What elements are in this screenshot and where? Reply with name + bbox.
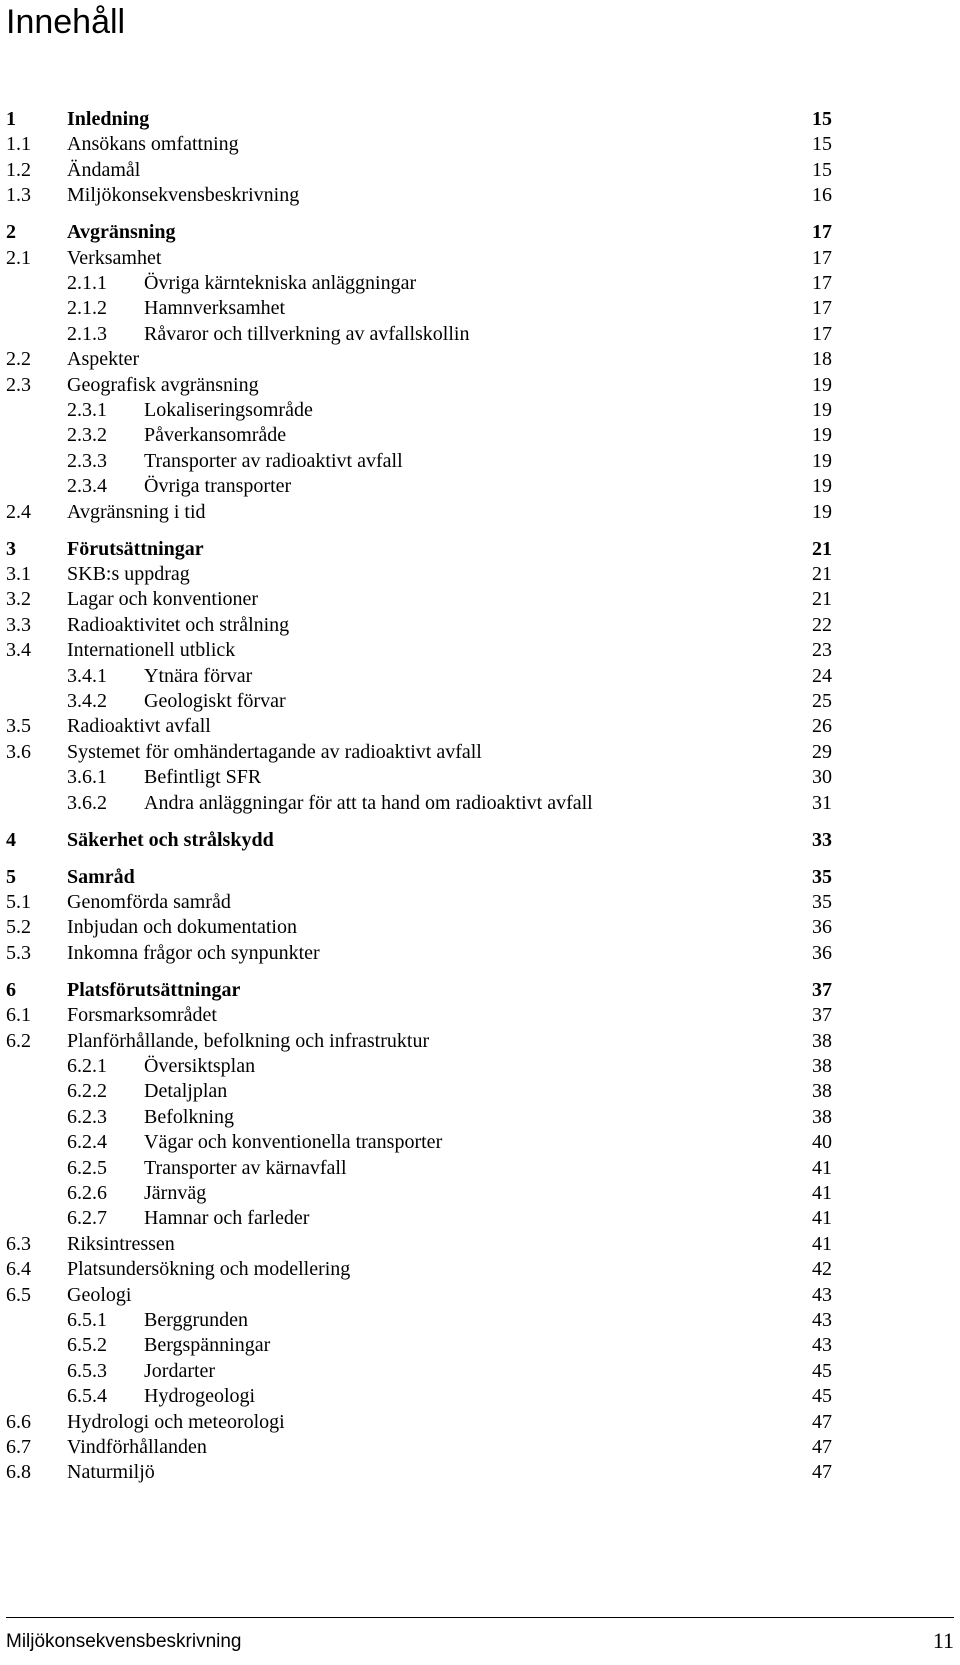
- toc-entry[interactable]: [0, 713, 960, 739]
- toc-entry-page: 17: [812, 322, 832, 345]
- toc-entry[interactable]: [0, 1358, 960, 1384]
- toc-entry-page: 45: [812, 1359, 832, 1382]
- toc-entry-title: Lokaliseringsområde: [144, 399, 313, 421]
- toc-entry-number: 6.2.6: [67, 1182, 107, 1204]
- toc-entry-title: Påverkansområde: [144, 424, 287, 447]
- toc-entry[interactable]: [0, 1205, 960, 1231]
- toc-entry-page: 21: [812, 588, 832, 611]
- toc-entry-page: 17: [812, 246, 832, 269]
- toc-entry-title: Järnväg: [144, 1182, 207, 1204]
- toc-entry-page: 17: [812, 297, 832, 320]
- toc-entry[interactable]: [0, 914, 960, 940]
- toc-entry-number: 2.4: [6, 500, 31, 523]
- toc-entry-number: 6.5.3: [67, 1359, 107, 1382]
- toc-entry-title: Inledning: [67, 108, 150, 130]
- toc-entry-title: Lagar och konventioner: [67, 588, 259, 611]
- toc-entry-page: 23: [812, 639, 832, 662]
- toc-entry-title: Bergspänningar: [144, 1334, 271, 1357]
- toc-entry-page: 41: [812, 1207, 832, 1230]
- toc-entry-page: 19: [812, 424, 832, 447]
- toc-entry[interactable]: [0, 1104, 960, 1130]
- toc-entry-title: Genomförda samråd: [67, 891, 231, 913]
- toc-entry-title: Geografisk avgränsning: [67, 373, 259, 396]
- toc-entry-number: 3.2: [6, 588, 31, 611]
- toc-entry-page: 24: [812, 664, 832, 687]
- toc-entry[interactable]: [0, 321, 960, 347]
- toc-entry-title: Jordarter: [144, 1359, 216, 1382]
- toc-entry-title: Ansökans omfattning: [67, 133, 239, 156]
- toc-entry-title: Miljökonsekvensbeskrivning: [67, 184, 300, 207]
- toc-entry-title: Förutsättningar: [67, 537, 204, 560]
- toc-entry-page: 43: [812, 1309, 832, 1331]
- toc-entry-number: 6.2.3: [67, 1105, 107, 1128]
- toc-entry[interactable]: [0, 1459, 960, 1485]
- toc-entry[interactable]: [0, 612, 960, 638]
- toc-entry-page: 36: [812, 941, 832, 964]
- toc-entry-number: 6.5.1: [67, 1309, 107, 1331]
- toc-entry[interactable]: [0, 1155, 960, 1181]
- toc-entry-number: 6.2.2: [67, 1080, 107, 1103]
- toc-entry-number: 6.8: [6, 1461, 31, 1484]
- toc-chapter[interactable]: [0, 977, 960, 1003]
- toc-entry-page: 15: [812, 108, 832, 130]
- toc-entry[interactable]: [0, 245, 960, 271]
- footer-page-number: 11: [932, 1628, 954, 1653]
- toc-entry-title: Internationell utblick: [67, 639, 236, 662]
- toc-entry-page: 17: [812, 221, 832, 244]
- toc-entry[interactable]: [0, 499, 960, 525]
- toc-entry[interactable]: [0, 889, 960, 915]
- toc-entry-page: 37: [812, 978, 832, 1001]
- toc-entry[interactable]: [0, 1078, 960, 1104]
- toc-entry-page: 33: [812, 828, 832, 851]
- toc-entry-page: 41: [812, 1182, 832, 1204]
- toc-entry-number: 2.3.4: [67, 475, 107, 498]
- toc-entry-page: 42: [812, 1258, 832, 1281]
- toc-entry[interactable]: [0, 586, 960, 612]
- toc-entry[interactable]: [0, 1129, 960, 1155]
- toc-entry-title: Platsundersökning och modellering: [67, 1258, 351, 1281]
- toc-entry[interactable]: [0, 940, 960, 966]
- toc-entry-number: 3.6.1: [67, 766, 107, 789]
- toc-entry-page: 43: [812, 1334, 832, 1357]
- toc-entry[interactable]: [0, 663, 960, 689]
- toc-entry[interactable]: [0, 688, 960, 714]
- toc-entry[interactable]: [0, 637, 960, 663]
- toc-entry-number: 2.1.1: [67, 272, 107, 294]
- toc-entry[interactable]: [0, 1383, 960, 1409]
- toc-entry-title: SKB:s uppdrag: [67, 563, 190, 585]
- toc-entry-number: 6.2.5: [67, 1156, 107, 1179]
- toc-entry[interactable]: [0, 1434, 960, 1460]
- toc-entry-title: Aspekter: [67, 348, 140, 371]
- toc-entry-page: 25: [812, 690, 832, 712]
- toc-entry-number: 1.2: [6, 158, 31, 181]
- toc-entry[interactable]: [0, 346, 960, 372]
- toc-entry-number: 6.2.1: [67, 1055, 107, 1077]
- toc-entry-number: 6.4: [6, 1258, 31, 1281]
- toc-entry[interactable]: [0, 1307, 960, 1333]
- toc-entry[interactable]: [0, 1282, 960, 1308]
- footer-divider: [6, 1617, 954, 1618]
- toc-entry-title: Avgränsning i tid: [67, 500, 206, 523]
- toc-entry-number: 6.2: [6, 1029, 31, 1052]
- toc-entry-number: 5: [6, 865, 16, 888]
- toc-entry-page: 37: [812, 1004, 832, 1027]
- toc-entry-number: 6.5: [6, 1283, 31, 1306]
- toc-entry-title: Radioaktivitet och strålning: [67, 613, 290, 636]
- footer-document-name: Miljökonsekvensbeskrivning: [6, 1631, 242, 1652]
- toc-entry-number: 3.1: [6, 563, 31, 585]
- toc-entry-title: Befolkning: [144, 1105, 234, 1128]
- toc-entry-number: 1.3: [6, 184, 31, 207]
- toc-entry-number: 2.2: [6, 348, 31, 371]
- toc-entry-page: 30: [812, 766, 832, 789]
- toc-entry-number: 6.7: [6, 1436, 31, 1458]
- toc-entry[interactable]: [0, 270, 960, 296]
- toc-entry[interactable]: [0, 1180, 960, 1206]
- toc-entry-number: 5.2: [6, 916, 31, 939]
- toc-entry[interactable]: [0, 397, 960, 423]
- toc-entry[interactable]: [0, 372, 960, 398]
- toc-entry-title: Geologiskt förvar: [144, 690, 286, 712]
- toc-entry-page: 21: [812, 563, 832, 585]
- toc-entry-page: 35: [812, 891, 832, 913]
- toc-entry-title: Säkerhet och strålskydd: [67, 828, 274, 851]
- toc-entry-number: 6.1: [6, 1004, 31, 1027]
- toc-entry[interactable]: [0, 1409, 960, 1435]
- toc-entry-title: Övriga transporter: [144, 475, 292, 498]
- toc-entry-title: Riksintressen: [67, 1232, 175, 1255]
- toc-chapter[interactable]: [0, 106, 960, 132]
- toc-entry-number: 2.1.2: [67, 297, 107, 320]
- toc-entry[interactable]: [0, 1332, 960, 1358]
- toc-entry-title: Verksamhet: [67, 246, 162, 269]
- toc-entry[interactable]: [0, 473, 960, 499]
- toc-entry-title: Befintligt SFR: [144, 766, 262, 789]
- toc-entry-number: 5.1: [6, 891, 31, 913]
- toc-entry-title: Ändamål: [67, 158, 141, 181]
- toc-entry-page: 40: [812, 1131, 832, 1154]
- toc-entry-number: 6.5.2: [67, 1334, 107, 1357]
- toc-entry[interactable]: [0, 790, 960, 816]
- toc-entry-title: Översiktsplan: [144, 1055, 256, 1077]
- toc-entry-number: 3.4: [6, 639, 31, 662]
- toc-entry-page: 38: [812, 1055, 832, 1077]
- toc-entry-title: Hamnar och farleder: [144, 1207, 310, 1230]
- toc-entry-page: 47: [812, 1410, 832, 1433]
- toc-entry-title: Systemet för omhändertagande av radioaktivt avfall: [67, 740, 482, 763]
- toc-entry-number: 3.3: [6, 613, 31, 636]
- toc-entry[interactable]: [0, 448, 960, 474]
- toc-entry-page: 38: [812, 1029, 832, 1052]
- toc-entry-title: Andra anläggningar för att ta hand om radioaktivt avfall: [144, 791, 593, 814]
- toc-entry-number: 2.3: [6, 373, 31, 396]
- toc-entry-page: 36: [812, 916, 832, 939]
- toc-entry[interactable]: [0, 295, 960, 321]
- toc-entry-page: 38: [812, 1080, 832, 1103]
- toc-entry[interactable]: [0, 1002, 960, 1028]
- toc-entry[interactable]: [0, 764, 960, 790]
- toc-chapter[interactable]: [0, 219, 960, 245]
- toc-entry-title: Hamnverksamhet: [144, 297, 286, 320]
- toc-entry-number: 3.5: [6, 715, 31, 738]
- toc-entry-page: 16: [812, 184, 832, 207]
- toc-entry-page: 26: [812, 715, 832, 738]
- toc-entry-page: 19: [812, 500, 832, 523]
- toc-entry-title: Planförhållande, befolkning och infrastruktur: [67, 1029, 430, 1052]
- toc-entry-title: Berggrunden: [144, 1309, 249, 1331]
- toc-entry-number: 3.6: [6, 740, 31, 763]
- toc-entry-number: 2.3.3: [67, 449, 107, 472]
- toc-entry-number: 3.4.1: [67, 664, 107, 687]
- toc-entry-page: 41: [812, 1156, 832, 1179]
- toc-entry-number: 5.3: [6, 941, 31, 964]
- toc-entry-title: Inbjudan och dokumentation: [67, 916, 297, 939]
- toc-entry[interactable]: [0, 1256, 960, 1282]
- toc-entry-title: Hydrogeologi: [144, 1385, 256, 1408]
- toc-entry-page: 19: [812, 373, 832, 396]
- toc-entry-title: Detaljplan: [144, 1080, 228, 1103]
- toc-entry-page: 22: [812, 613, 832, 636]
- toc-entry-title: Geologi: [67, 1283, 132, 1306]
- toc-entry[interactable]: [0, 1053, 960, 1079]
- toc-entry-page: 19: [812, 475, 832, 498]
- toc-entry-page: 15: [812, 158, 832, 181]
- toc-entry-page: 41: [812, 1232, 832, 1255]
- toc-entry-page: 15: [812, 133, 832, 156]
- toc-entry-number: 3.6.2: [67, 791, 107, 814]
- toc-entry[interactable]: [0, 131, 960, 157]
- toc-entry-number: 6.2.4: [67, 1131, 107, 1154]
- toc-entry-page: 47: [812, 1436, 832, 1458]
- toc-entry-number: 2: [6, 221, 16, 244]
- toc-entry-number: 2.1: [6, 246, 31, 269]
- toc-entry[interactable]: [0, 422, 960, 448]
- toc-entry-page: 38: [812, 1105, 832, 1128]
- toc-chapter[interactable]: [0, 827, 960, 853]
- toc-entry-number: 1: [6, 108, 16, 130]
- toc-entry[interactable]: [0, 1231, 960, 1257]
- toc-entry-page: 29: [812, 740, 832, 763]
- toc-entry-title: Vägar och konventionella transporter: [144, 1131, 443, 1154]
- toc-entry-title: Samråd: [67, 865, 135, 888]
- toc-entry-title: Inkomna frågor och synpunkter: [67, 941, 320, 964]
- toc-entry-page: 19: [812, 399, 832, 421]
- toc-entry-number: 6: [6, 978, 16, 1001]
- toc-entry-title: Naturmiljö: [67, 1461, 155, 1484]
- toc-entry-title: Övriga kärntekniska anläggningar: [144, 272, 417, 294]
- toc-entry-page: 17: [812, 272, 832, 294]
- toc-entry-title: Platsförutsättningar: [67, 978, 241, 1001]
- toc-chapter[interactable]: [0, 536, 960, 562]
- toc-entry-page: 45: [812, 1385, 832, 1408]
- toc-entry-number: 6.5.4: [67, 1385, 107, 1408]
- toc-entry-page: 21: [812, 537, 832, 560]
- toc-entry-number: 6.3: [6, 1232, 31, 1255]
- toc-entry-title: Råvaror och tillverkning av avfallskollin: [144, 322, 470, 345]
- toc-entry[interactable]: [0, 182, 960, 208]
- toc-entry-title: Radioaktivt avfall: [67, 715, 211, 738]
- toc-entry-page: 19: [812, 449, 832, 472]
- toc-chapter[interactable]: [0, 864, 960, 890]
- toc-entry-number: 2.3.2: [67, 424, 107, 447]
- toc-entry-title: Transporter av radioaktivt avfall: [144, 449, 403, 472]
- toc-entry-number: 2.1.3: [67, 322, 107, 345]
- toc-entry-title: Vindförhållanden: [67, 1436, 207, 1458]
- toc-entry-number: 6.2.7: [67, 1207, 107, 1230]
- toc-entry-number: 6.6: [6, 1410, 31, 1433]
- page-title: Innehåll: [6, 3, 126, 41]
- toc-entry-number: 2.3.1: [67, 399, 107, 421]
- toc-entry-title: Transporter av kärnavfall: [144, 1156, 347, 1179]
- toc-entry-title: Ytnära förvar: [144, 664, 253, 687]
- toc-entry-page: 31: [812, 791, 832, 814]
- toc-entry-number: 3: [6, 537, 16, 560]
- toc-entry-number: 4: [6, 828, 16, 851]
- toc-entry-title: Avgränsning: [67, 221, 176, 244]
- toc-entry-title: Hydrologi och meteorologi: [67, 1410, 285, 1433]
- toc-entry-page: 35: [812, 865, 832, 888]
- toc-entry-number: 3.4.2: [67, 690, 107, 712]
- toc-entry-page: 47: [812, 1461, 832, 1484]
- toc-entry-title: Forsmarksområdet: [67, 1004, 217, 1027]
- toc-entry-page: 18: [812, 348, 832, 371]
- toc-entry[interactable]: [0, 1028, 960, 1054]
- toc-entry-page: 43: [812, 1283, 832, 1306]
- toc-entry[interactable]: [0, 739, 960, 765]
- toc-entry[interactable]: [0, 561, 960, 587]
- toc-entry-number: 1.1: [6, 133, 31, 156]
- toc-entry[interactable]: [0, 157, 960, 183]
